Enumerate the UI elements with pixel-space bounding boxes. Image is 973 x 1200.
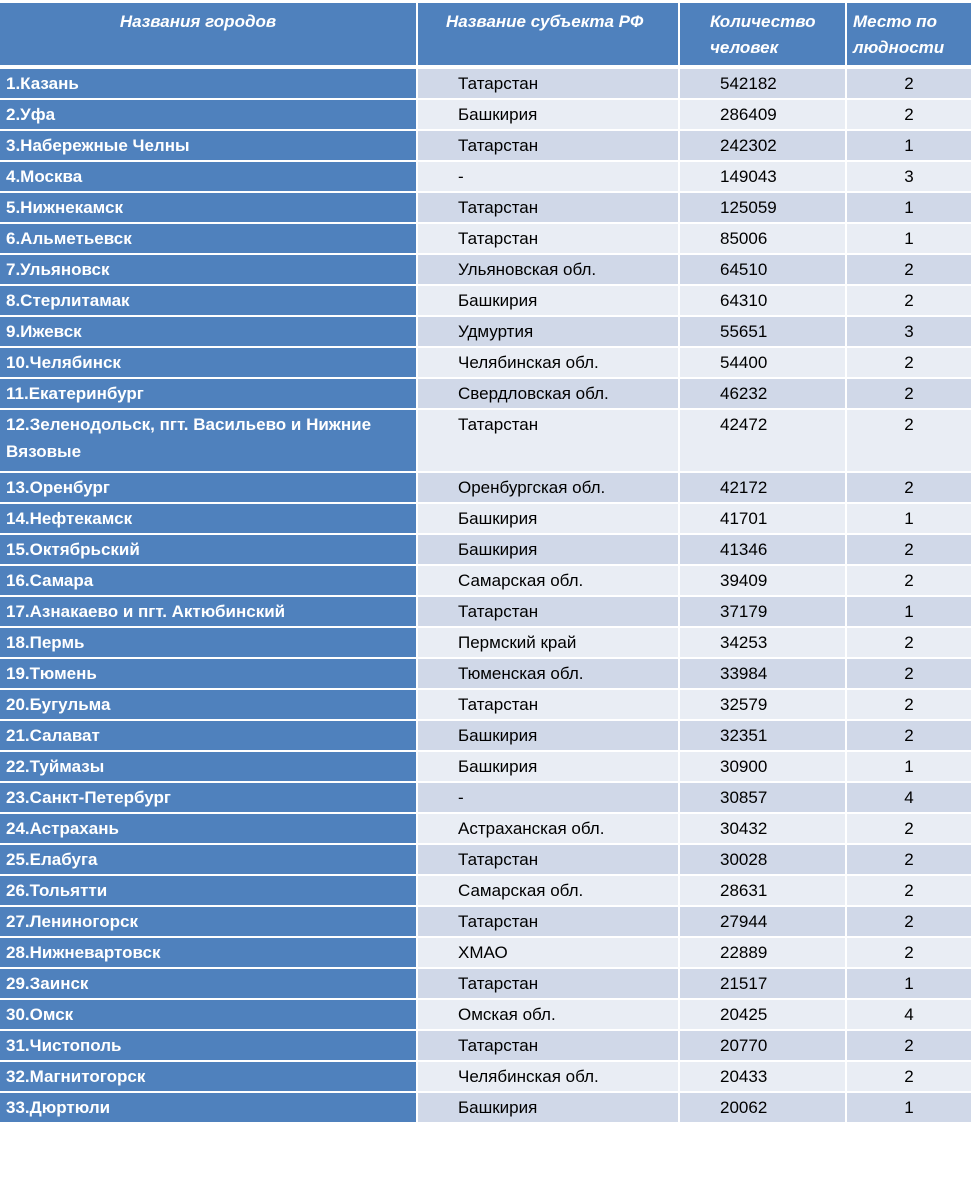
rank-cell: 2 [847,938,973,969]
rank-cell: 4 [847,783,973,814]
region-cell: Челябинская обл. [418,348,680,379]
rank-cell: 2 [847,473,973,504]
rank-cell: 2 [847,379,973,410]
rank-cell: 2 [847,410,973,473]
region-cell: Челябинская обл. [418,1062,680,1093]
population-cell: 20433 [680,1062,847,1093]
rank-cell: 3 [847,162,973,193]
population-cell: 55651 [680,317,847,348]
table-row [0,348,973,379]
population-cell: 42172 [680,473,847,504]
table-row [0,659,973,690]
city-cell: 9.Ижевск [0,317,418,348]
population-cell: 27944 [680,907,847,938]
region-cell: Самарская обл. [418,876,680,907]
header-row [0,3,973,69]
city-cell: 33.Дюртюли [0,1093,418,1124]
table-row [0,317,973,348]
region-cell: ХМАО [418,938,680,969]
header-city: Названия городов [0,3,418,69]
table-row [0,752,973,783]
region-cell: Татарстан [418,193,680,224]
table-row [0,690,973,721]
region-cell: Татарстан [418,690,680,721]
rank-cell: 2 [847,721,973,752]
rank-cell: 1 [847,969,973,1000]
rank-cell: 1 [847,131,973,162]
cities-table [0,3,973,1124]
region-cell: Пермский край [418,628,680,659]
region-cell: Татарстан [418,69,680,100]
region-cell: Татарстан [418,845,680,876]
rank-cell: 2 [847,535,973,566]
table-row [0,1093,973,1124]
region-cell: Башкирия [418,752,680,783]
table-row [0,410,973,473]
population-cell: 46232 [680,379,847,410]
table-row [0,131,973,162]
rank-cell: 2 [847,659,973,690]
population-cell: 149043 [680,162,847,193]
city-cell: 1.Казань [0,69,418,100]
table-row [0,193,973,224]
table-row [0,473,973,504]
city-cell: 20.Бугульма [0,690,418,721]
rank-cell: 2 [847,1031,973,1062]
population-cell: 64510 [680,255,847,286]
city-cell: 30.Омск [0,1000,418,1031]
table-row [0,938,973,969]
region-cell: Татарстан [418,1031,680,1062]
region-cell: Татарстан [418,224,680,255]
rank-cell: 2 [847,690,973,721]
table-row [0,535,973,566]
table-row [0,1062,973,1093]
city-cell: 16.Самара [0,566,418,597]
rank-cell: 2 [847,566,973,597]
city-cell: 8.Стерлитамак [0,286,418,317]
table-row [0,69,973,100]
table-row [0,286,973,317]
city-cell: 11.Екатеринбург [0,379,418,410]
rank-cell: 1 [847,193,973,224]
table-row [0,255,973,286]
table-row [0,1031,973,1062]
region-cell: Башкирия [418,721,680,752]
region-cell: Омская обл. [418,1000,680,1031]
population-cell: 32579 [680,690,847,721]
population-cell: 85006 [680,224,847,255]
table-row [0,783,973,814]
rank-cell: 2 [847,348,973,379]
region-cell: Татарстан [418,410,680,473]
region-cell: Татарстан [418,131,680,162]
population-cell: 30857 [680,783,847,814]
city-cell: 5.Нижнекамск [0,193,418,224]
population-cell: 30432 [680,814,847,845]
region-cell: Удмуртия [418,317,680,348]
header-population: Количество человек [680,3,847,69]
city-cell: 29.Заинск [0,969,418,1000]
table-row [0,566,973,597]
population-cell: 125059 [680,193,847,224]
region-cell: - [418,162,680,193]
region-cell: Свердловская обл. [418,379,680,410]
rank-cell: 1 [847,504,973,535]
rank-cell: 2 [847,1062,973,1093]
population-cell: 30900 [680,752,847,783]
population-cell: 20770 [680,1031,847,1062]
region-cell: - [418,783,680,814]
rank-cell: 3 [847,317,973,348]
population-cell: 54400 [680,348,847,379]
table-row [0,597,973,628]
city-cell: 27.Лениногорск [0,907,418,938]
city-cell: 25.Елабуга [0,845,418,876]
rank-cell: 2 [847,100,973,131]
rank-cell: 2 [847,255,973,286]
city-cell: 21.Салават [0,721,418,752]
population-cell: 37179 [680,597,847,628]
table-row [0,1000,973,1031]
city-cell: 22.Туймазы [0,752,418,783]
city-cell: 17.Азнакаево и пгт. Актюбинский [0,597,418,628]
table-row [0,504,973,535]
region-cell: Башкирия [418,535,680,566]
city-cell: 26.Тольятти [0,876,418,907]
population-cell: 42472 [680,410,847,473]
population-cell: 28631 [680,876,847,907]
table-row [0,969,973,1000]
rank-cell: 4 [847,1000,973,1031]
table-row [0,814,973,845]
table-row [0,162,973,193]
region-cell: Астраханская обл. [418,814,680,845]
region-cell: Башкирия [418,286,680,317]
population-cell: 22889 [680,938,847,969]
city-cell: 32.Магнитогорск [0,1062,418,1093]
rank-cell: 2 [847,876,973,907]
table-row [0,721,973,752]
population-cell: 21517 [680,969,847,1000]
region-cell: Самарская обл. [418,566,680,597]
population-cell: 20425 [680,1000,847,1031]
region-cell: Башкирия [418,100,680,131]
rank-cell: 2 [847,845,973,876]
city-cell: 19.Тюмень [0,659,418,690]
rank-cell: 2 [847,628,973,659]
city-cell: 12.Зеленодольск, пгт. Васильево и Нижние Вязовые [0,410,418,473]
city-cell: 7.Ульяновск [0,255,418,286]
population-cell: 64310 [680,286,847,317]
region-cell: Башкирия [418,1093,680,1124]
city-cell: 18.Пермь [0,628,418,659]
region-cell: Татарстан [418,597,680,628]
city-cell: 10.Челябинск [0,348,418,379]
population-cell: 30028 [680,845,847,876]
table-row [0,379,973,410]
city-cell: 13.Оренбург [0,473,418,504]
region-cell: Татарстан [418,907,680,938]
population-cell: 32351 [680,721,847,752]
rank-cell: 1 [847,752,973,783]
region-cell: Татарстан [418,969,680,1000]
city-cell: 15.Октябрьский [0,535,418,566]
table-row [0,907,973,938]
city-cell: 3.Набережные Челны [0,131,418,162]
city-cell: 14.Нефтекамск [0,504,418,535]
city-cell: 23.Санкт-Петербург [0,783,418,814]
rank-cell: 1 [847,597,973,628]
region-cell: Ульяновская обл. [418,255,680,286]
rank-cell: 2 [847,907,973,938]
population-cell: 41701 [680,504,847,535]
population-cell: 286409 [680,100,847,131]
population-cell: 542182 [680,69,847,100]
region-cell: Оренбургская обл. [418,473,680,504]
table-row [0,224,973,255]
city-cell: 6.Альметьевск [0,224,418,255]
rank-cell: 1 [847,224,973,255]
city-cell: 28.Нижневартовск [0,938,418,969]
rank-cell: 2 [847,69,973,100]
rank-cell: 1 [847,1093,973,1124]
header-rank: Место по людности [847,3,973,69]
region-cell: Башкирия [418,504,680,535]
city-cell: 2.Уфа [0,100,418,131]
population-cell: 41346 [680,535,847,566]
city-cell: 4.Москва [0,162,418,193]
rank-cell: 2 [847,814,973,845]
population-cell: 20062 [680,1093,847,1124]
table-row [0,845,973,876]
region-cell: Тюменская обл. [418,659,680,690]
population-cell: 33984 [680,659,847,690]
table-row [0,628,973,659]
rank-cell: 2 [847,286,973,317]
population-cell: 242302 [680,131,847,162]
population-cell: 34253 [680,628,847,659]
table-row [0,100,973,131]
city-cell: 31.Чистополь [0,1031,418,1062]
table-row [0,876,973,907]
population-cell: 39409 [680,566,847,597]
city-cell: 24.Астрахань [0,814,418,845]
header-region: Название субъекта РФ [418,3,680,69]
